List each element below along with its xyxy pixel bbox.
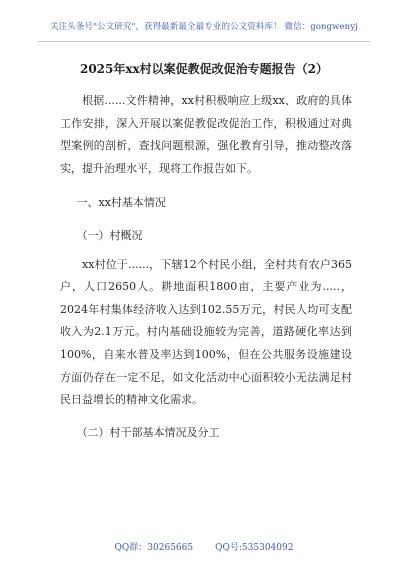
promo-footer bbox=[0, 540, 408, 553]
village-overview-paragraph: xx村位于......，下辖12个村民小组，全村共有农户365户，人口2650人。耕地面积1800亩，主要产业为.....，2024年村集体经济收入达到102.55万元，村民人均可支配收入为2.1万元。村内基础设施较为完善，道路硬化率达到100%，自来水普及率达到100%，但在公共服务设施建设方面仍存在一定不足，如文化活动中心面积较小无法满足村民日益增长的精神文化需求。 bbox=[60, 257, 352, 407]
qq-number: QQ号:535304092 bbox=[215, 543, 294, 553]
header-divider bbox=[38, 41, 370, 42]
subsection-heading: （二）村干部基本情况及分工 bbox=[76, 425, 220, 439]
document-title: 2025年xx村以案促教促改促治专题报告（2） bbox=[79, 62, 329, 76]
subsection-heading: （一）村概况 bbox=[76, 228, 143, 242]
qq-group: QQ群：30265665 bbox=[114, 543, 194, 553]
intro-paragraph: 根据......文件精神，xx村积极响应上级xx、政府的具体工作安排，深入开展以案促教促改促治工作，积极通过对典型案例的剖析，查找问题根源，强化教育引导，推动整改落实，提升治理水平，现将工作报告如下。 bbox=[60, 94, 352, 175]
promo-header: 关注头条号"公文研究"，获得最新最全最专业的公文资料库！ 微信：gongwenyj bbox=[50, 22, 358, 32]
document-body bbox=[60, 90, 352, 450]
section-heading: 一、xx村基本情况 bbox=[76, 196, 166, 210]
